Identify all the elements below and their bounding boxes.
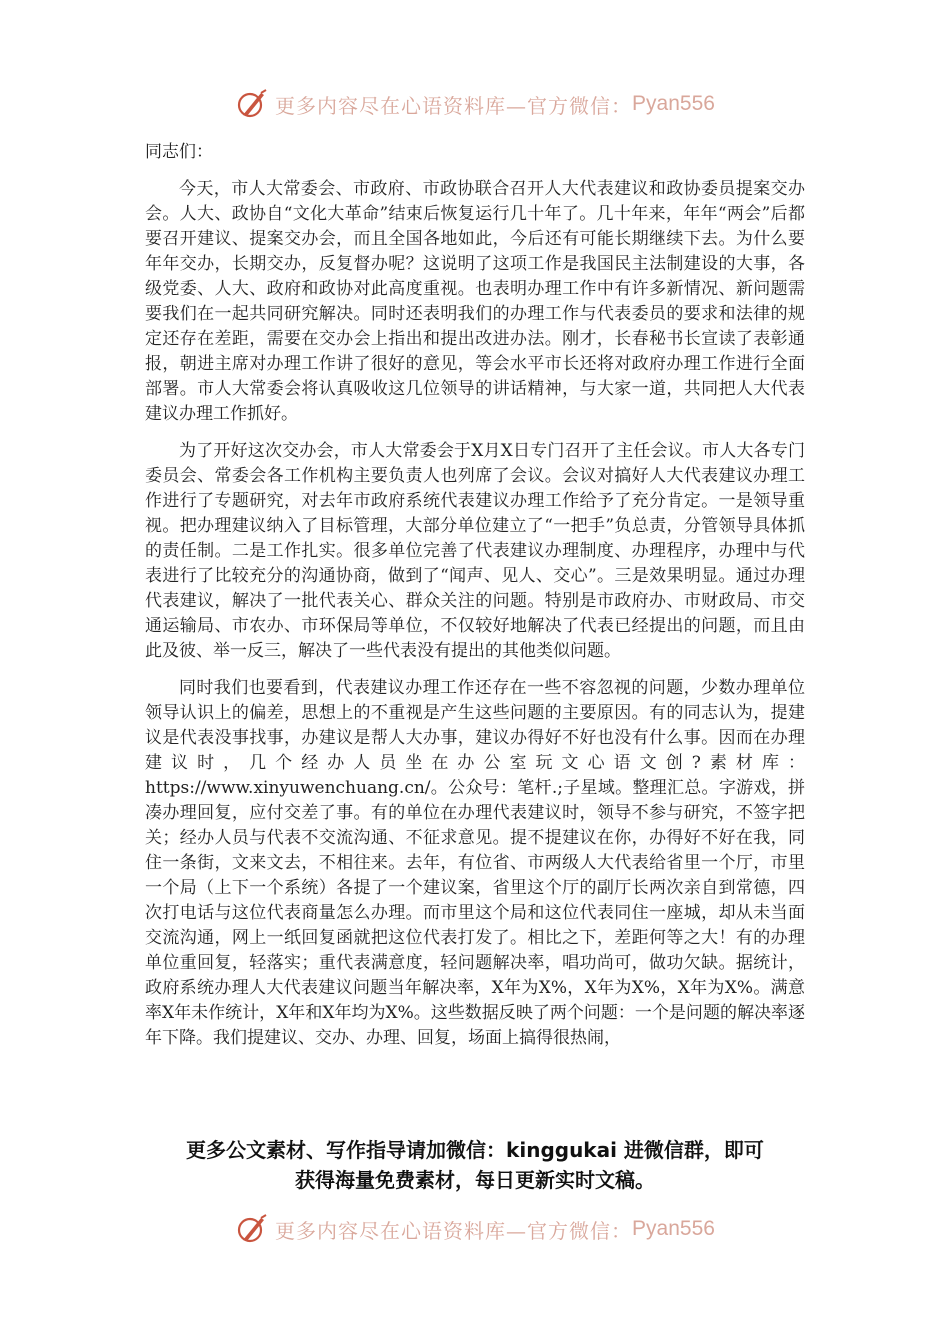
greeting: 同志们： bbox=[145, 142, 213, 162]
watermark-footer bbox=[0, 1209, 950, 1249]
quill-logo-icon bbox=[235, 87, 269, 121]
paragraph-1: 今天，市人大常委会、市政府、市政协联合召开人大代表建议和政协委员提案交办会。人大、政协自“文化大革命”结束后恢复运行几十年了。几十年来，年年“两会”后都要召开建议、提案交办会，而且全国各地如此，今后还有可能长期继续下去。为什么要年年交办，长期交办，反复督办呢？这说明了这项工作是我国民主法制建设的大事，各级党委、人大、政府和政协对此高度重视。也表明办理工作中有许多新情况、新问题需要我们在一起共同研究解决。同时还表明我们的办理工作与代表委员的要求和法律的规定还存在差距，需要在交办会上指出和提出改进办法。刚才，长春秘书长宣读了表彰通报，朝进主席对办理工作讲了很好的意见，等会水平市长还将对政府办理工作进行全面部署。市人大常委会将认真吸收这几位领导的讲话精神，与大家一道，共同把人大代表建议办理工作抓好。 bbox=[145, 179, 805, 424]
speech-body bbox=[145, 140, 805, 1063]
promo-line-2: 获得海量免费素材，每日更新实时文稿。 bbox=[295, 1168, 655, 1192]
promo-notice bbox=[145, 1135, 805, 1195]
watermark-text: 更多内容尽在心语资料库—官方微信： bbox=[275, 1218, 633, 1243]
watermark-id: Pyan556 bbox=[632, 1217, 715, 1240]
promo-line-1: 更多公文素材、写作指导请加微信：kinggukai 进微信群，即可 bbox=[186, 1138, 764, 1162]
watermark-header bbox=[0, 84, 950, 124]
watermark-text: 更多内容尽在心语资料库—官方微信： bbox=[275, 93, 633, 118]
watermark-id: Pyan556 bbox=[632, 92, 715, 115]
paragraph-3: 同时我们也要看到，代表建议办理工作还存在一些不容忽视的问题，少数办理单位领导认识上的偏差，思想上的不重视是产生这些问题的主要原因。有的同志认为，提建议是代表没事找事，办建议是帮人大办事，建议办得好不好也没有什么事。因而在办理建议时，几个经办人员坐在办公室玩文心语文创?素材库：https://www.xinyuwenchuang.cn/。公众号：笔杆.;子星域。整理汇总。字游戏，拼凑办理回复，应付交差了事。有的单位在办理代表建议时，领导不参与研究，不签字把关；经办人员与代表不交流沟通、不征求意见。提不提建议在你，办得好不好在我，同住一条街，文来文去，不相往来。去年，有位省、市两级人大代表给省里一个厅，市里一个局（上下一个系统）各提了一个建议案，省里这个厅的副厅长两次亲自到常德，四次打电话与这位代表商量怎么办理。而市里这个局和这位代表同住一座城，却从未当面交流沟通，网上一纸回复函就把这位代表打发了。相比之下，差距何等之大！有的办理单位重回复，轻落实；重代表满意度，轻问题解决率，唱功尚可，做功欠缺。据统计，政府系统办理人大代表建议问题当年解决率，X年为X%，X年为X%，X年为X%。满意率X年未作统计，X年和X年均为X%。这些数据反映了两个问题：一个是问题的解决率逐年下降。我们提建议、交办、办理、回复，场面上搞得很热闹， bbox=[145, 678, 805, 1048]
paragraph-2: 为了开好这次交办会，市人大常委会于X月X日专门召开了主任会议。市人大各专门委员会、常委会各工作机构主要负责人也列席了会议。会议对搞好人大代表建议办理工作进行了专题研究，对去年市政府系统代表建议办理工作给予了充分肯定。一是领导重视。把办理建议纳入了目标管理，大部分单位建立了“一把手”负总责，分管领导具体抓的责任制。二是工作扎实。很多单位完善了代表建议办理制度、办理程序，办理中与代表进行了比较充分的沟通协商，做到了“闻声、见人、交心”。三是效果明显。通过办理代表建议，解决了一批代表关心、群众关注的问题。特别是市政府办、市财政局、市交通运输局、市农办、市环保局等单位，不仅较好地解决了代表已经提出的问题，而且由此及彼、举一反三，解决了一些代表没有提出的其他类似问题。 bbox=[145, 441, 805, 661]
quill-logo-icon bbox=[235, 1212, 269, 1246]
